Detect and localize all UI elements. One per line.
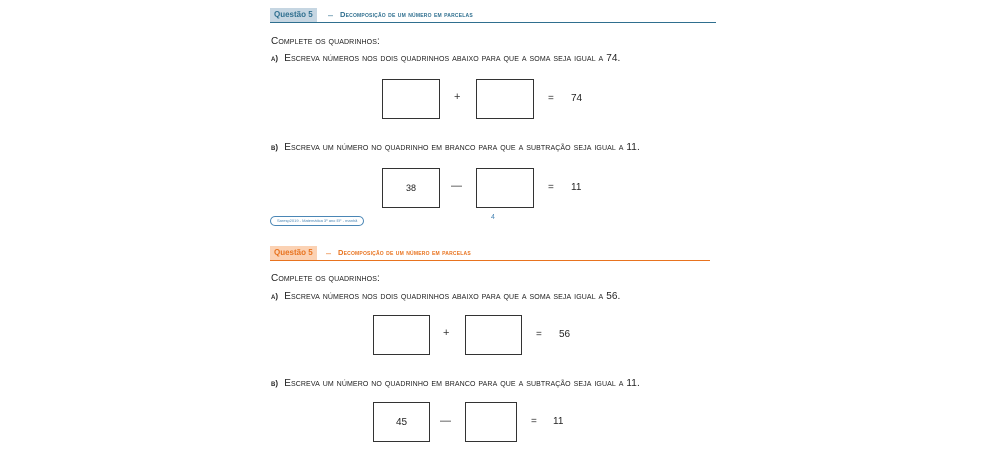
equals-sign-b-2: = [531, 416, 537, 427]
equals-sign-a-1: = [548, 93, 554, 104]
answer-box-a2-2[interactable] [465, 315, 522, 355]
question-header-1 [270, 8, 716, 22]
instruction-1: Complete os quadrinhos: [271, 36, 380, 47]
given-box-b1-2: 45 [373, 402, 430, 442]
answer-box-b2-2[interactable] [465, 402, 517, 442]
item-b-1 [271, 142, 640, 153]
item-b-text-2: Escreva um número no quadrinho em branco para que a subtração seja igual a 11. [284, 378, 640, 389]
item-b-letter-1: b) [271, 143, 279, 152]
question-header-2 [270, 246, 710, 260]
equals-sign-b-1: = [548, 182, 554, 193]
question-rule-2 [270, 260, 710, 261]
page-number: 4 [491, 214, 495, 221]
item-a-letter-1: a) [271, 54, 279, 63]
instruction-2: Complete os quadrinhos: [271, 273, 380, 284]
result-b-1: 11 [571, 182, 582, 193]
result-a-1: 74 [571, 93, 583, 104]
question-dash-2: – [326, 248, 332, 258]
item-a-text-1: Escreva números nos dois quadrinhos abaixo para que a soma seja igual a 74. [284, 53, 621, 64]
answer-box-a1-2[interactable] [373, 315, 430, 355]
question-title-1: Decomposição de um número em parcelas [340, 10, 473, 19]
plus-sign-1: + [454, 91, 461, 103]
given-box-b1-1: 38 [382, 168, 440, 208]
footer-label: Saresp2019 - Matemática 3º ano EF - manhã [270, 216, 364, 226]
item-a-2 [271, 291, 620, 302]
answer-box-b2-1[interactable] [476, 168, 534, 208]
item-b-text-1: Escreva um número no quadrinho em branco para que a subtração seja igual a 11. [284, 142, 640, 153]
plus-sign-2: + [443, 327, 450, 339]
minus-sign-1: — [451, 180, 462, 192]
item-a-1 [271, 53, 620, 64]
minus-sign-2: — [440, 415, 451, 427]
item-b-2 [271, 378, 640, 389]
question-rule-1 [270, 22, 716, 23]
question-badge-2: Questão 5 [270, 246, 317, 260]
result-b-2: 11 [553, 416, 564, 427]
question-dash-1: – [328, 10, 334, 20]
question-badge-1: Questão 5 [270, 8, 317, 22]
question-title-2: Decomposição de um número em parcelas [338, 248, 471, 257]
equals-sign-a-2: = [536, 329, 542, 340]
result-a-2: 56 [559, 329, 571, 340]
answer-box-a2-1[interactable] [476, 79, 534, 119]
item-a-letter-2: a) [271, 292, 279, 301]
item-a-text-2: Escreva números nos dois quadrinhos abaixo para que a soma seja igual a 56. [284, 291, 621, 302]
answer-box-a1-1[interactable] [382, 79, 440, 119]
item-b-letter-2: b) [271, 379, 279, 388]
